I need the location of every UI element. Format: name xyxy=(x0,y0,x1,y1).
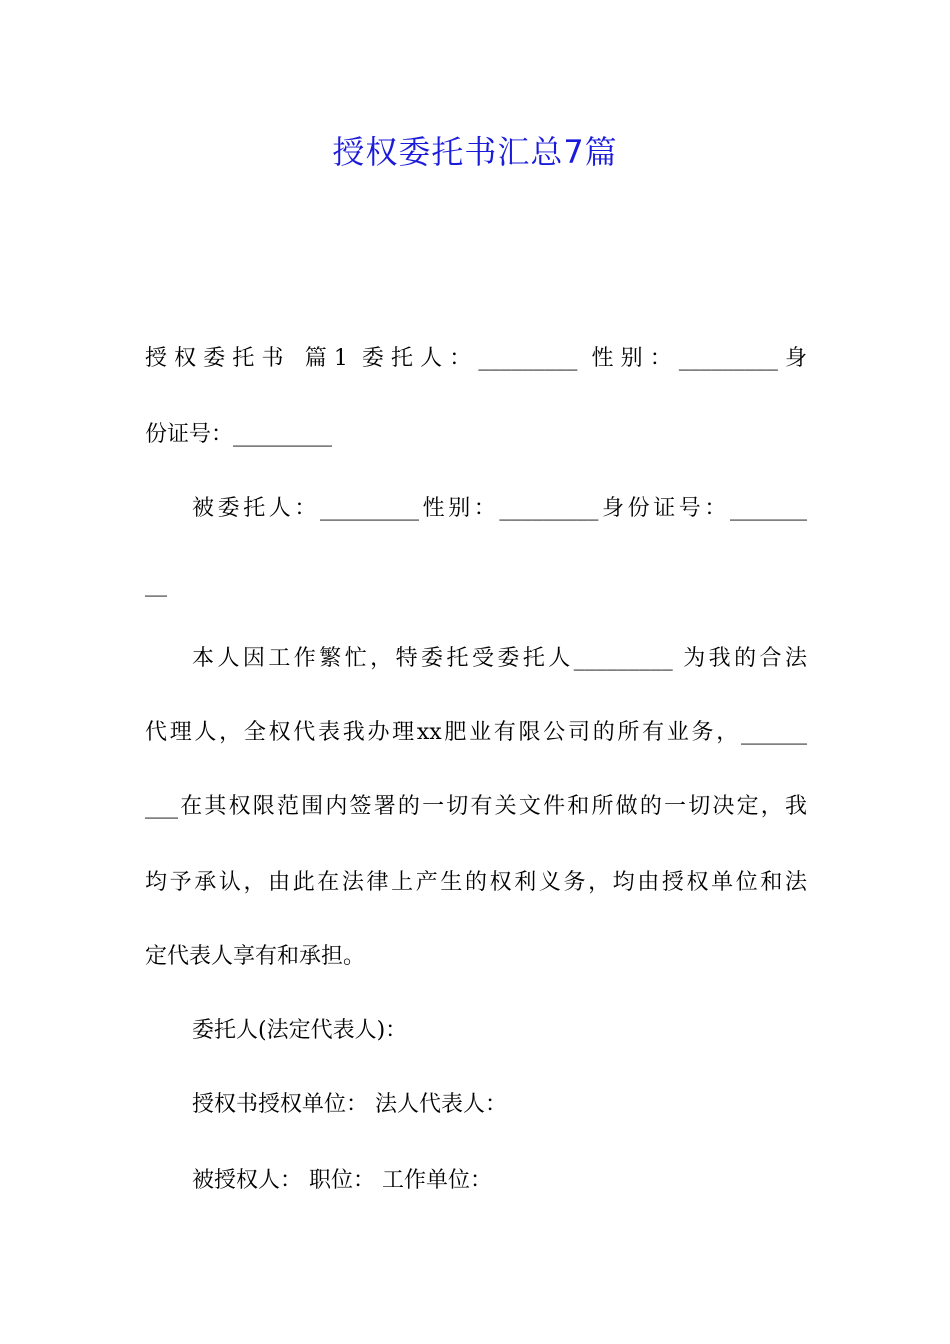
paragraph-line-8: 均予承认，由此在法律上产生的权利义务，均由授权单位和法 xyxy=(145,870,807,895)
paragraph-line-6: 代理人，全权代表我办理xx肥业有限公司的所有业务，______ xyxy=(145,720,807,745)
document-title: 授权委托书汇总7篇 xyxy=(332,133,618,171)
paragraph-line-11: 授权书授权单位： 法人代表人： xyxy=(192,1092,507,1117)
paragraph-line-5: 本人因工作繁忙，特委托受委托人_________ 为我的合法 xyxy=(192,646,807,671)
paragraph-line-7: ___在其权限范围内签署的一切有关文件和所做的一切决定，我 xyxy=(145,794,807,819)
paragraph-line-2: 份证号：_________ xyxy=(145,422,333,447)
paragraph-line-9: 定代表人享有和承担。 xyxy=(145,944,366,969)
paragraph-line-12: 被授权人： 职位： 工作单位： xyxy=(192,1168,492,1193)
paragraph-line-3: 被委托人：_________性别：_________身份证号：_______ xyxy=(192,496,807,521)
paragraph-line-4: __ xyxy=(145,572,167,597)
paragraph-line-1: 授权委托书 篇1 委托人：_________ 性别：_________身 xyxy=(145,346,807,371)
paragraph-line-10: 委托人(法定代表人)： xyxy=(192,1018,408,1043)
